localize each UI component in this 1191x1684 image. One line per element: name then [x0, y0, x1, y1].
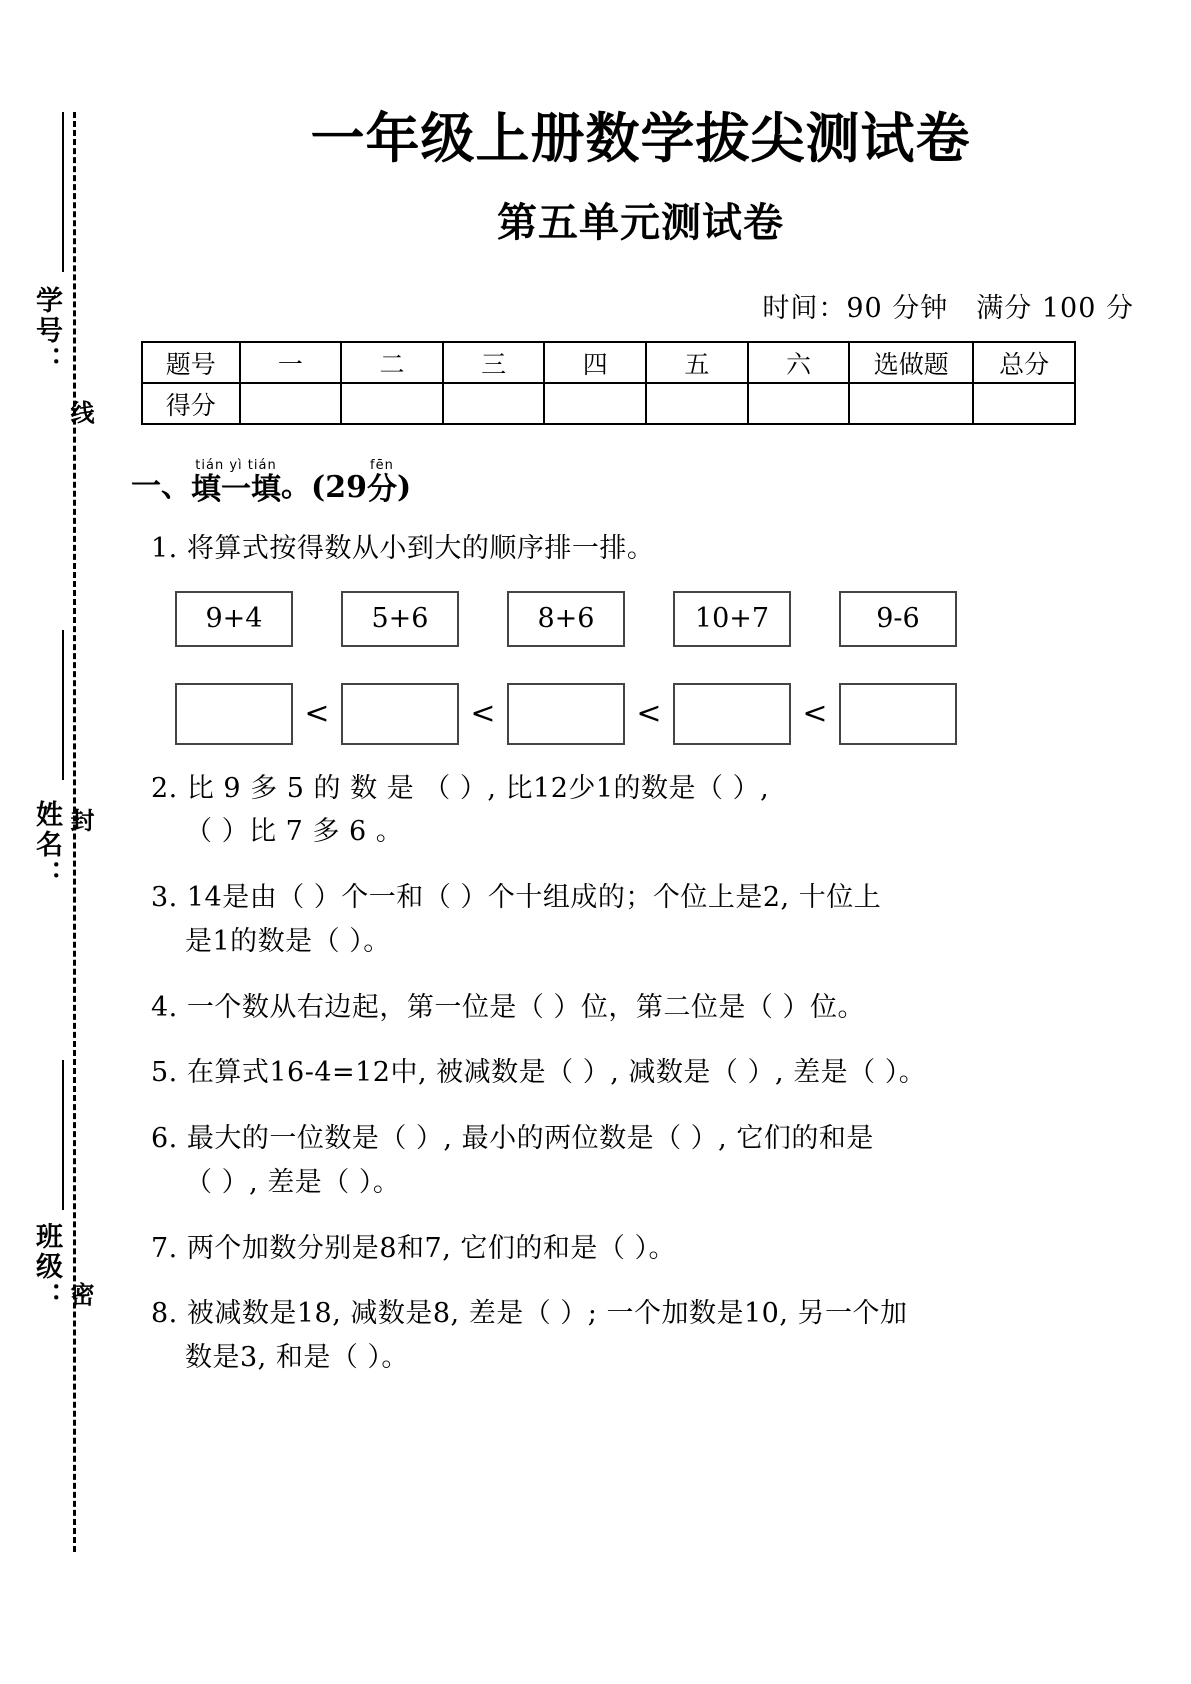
section-heading-1 [131, 459, 1156, 505]
answer-box[interactable] [839, 683, 957, 745]
question-6-line-1: 6. 最大的一位数是（ ）, 最小的两位数是（ ）, 它们的和是 [151, 1123, 874, 1155]
comparator-sign: < [304, 696, 330, 732]
score-table-col-optional: 选做题 [849, 342, 973, 383]
comparator-sign: < [802, 696, 828, 732]
exam-meta [125, 286, 1156, 325]
expression-box: 9-6 [839, 591, 957, 647]
total-score-label: 满分 100 分 [976, 293, 1134, 324]
score-table [141, 341, 1076, 425]
score-cell-6[interactable] [748, 383, 850, 424]
score-cell-total[interactable] [973, 383, 1075, 424]
ruby-tian-yi-tian [191, 459, 281, 505]
time-label: 时间：90 分钟 [762, 293, 949, 324]
seal-dashed-line [73, 112, 76, 1552]
question-8-line-2: 数是3, 和是（ ）。 [185, 1342, 409, 1374]
question-8-line-1: 8. 被减数是18, 减数是8, 差是（ ）; 一个加数是10, 另一个加 [151, 1298, 908, 1330]
expression-box: 8+6 [507, 591, 625, 647]
score-cell-2[interactable] [341, 383, 443, 424]
ruby-fen [367, 459, 397, 505]
question-7-line-1: 7. 两个加数分别是8和7, 它们的和是（ ）。 [151, 1232, 676, 1264]
section-paren-close: ) [396, 470, 412, 505]
section-punct: 。 [281, 469, 311, 504]
page-title: 一年级上册数学拔尖测试卷 [310, 106, 971, 170]
seal-field-student-id: 学号： [31, 286, 62, 376]
answer-box[interactable] [673, 683, 791, 745]
question-3-line-1: 3. 14是由（ ）个一和（ ）个十组成的；个位上是2, 十位上 [151, 882, 882, 914]
question-4-line-1: 4. 一个数从右边起，第一位是（ ）位，第二位是（ ）位。 [151, 991, 866, 1023]
section-points-unit: 分 [366, 472, 397, 507]
table-row-header [142, 342, 1075, 383]
answer-box[interactable] [341, 683, 459, 745]
question-5 [151, 1051, 1156, 1095]
question-3-line-2: 是1的数是（ ）。 [185, 925, 391, 957]
section-paren-open: (29 [311, 470, 367, 505]
score-table-col-1: 一 [240, 342, 342, 383]
pinyin-tian-yi-tian: tián yì tián [195, 458, 277, 473]
comparator-sign: < [636, 696, 662, 732]
comparator-sign: < [470, 696, 496, 732]
score-cell-1[interactable] [240, 383, 342, 424]
exam-paper [110, 0, 1191, 1684]
seal-marker-mi: 密 [66, 1282, 95, 1306]
question-6 [151, 1117, 1156, 1204]
score-table-col-2: 二 [341, 342, 443, 383]
table-row-scores [142, 383, 1075, 424]
question-2 [151, 767, 1156, 854]
question-1-expression-row [175, 591, 1156, 647]
score-table-col-6: 六 [748, 342, 850, 383]
question-2-line-2: （ ）比 7 多 6 。 [185, 816, 404, 848]
score-table-col-4: 四 [544, 342, 646, 383]
score-cell-4[interactable] [544, 383, 646, 424]
question-5-line-1: 5. 在算式16-4=12中, 被减数是（ ）, 减数是（ ）, 差是（ ）。 [151, 1057, 927, 1089]
seal-field-name: 姓名： [31, 800, 62, 890]
section-title-text: 填一填 [191, 472, 281, 507]
question-4 [151, 986, 1156, 1030]
expression-box: 5+6 [341, 591, 459, 647]
answer-box[interactable] [175, 683, 293, 745]
expression-box: 10+7 [673, 591, 791, 647]
answer-box[interactable] [507, 683, 625, 745]
question-1-answer-row [175, 683, 1156, 745]
seal-marker-feng: 封 [66, 808, 95, 832]
score-cell-optional[interactable] [849, 383, 973, 424]
question-6-line-2: （ ）, 差是（ ）。 [185, 1166, 401, 1198]
question-1-text: 1. 将算式按得数从小到大的顺序排一排。 [151, 533, 655, 564]
expression-box: 9+4 [175, 591, 293, 647]
question-8 [151, 1292, 1156, 1379]
seal-divider-line-bottom [62, 1060, 64, 1210]
question-7 [151, 1227, 1156, 1271]
seal-binding-strip [0, 0, 110, 1684]
score-cell-5[interactable] [646, 383, 748, 424]
question-2-line-1: 2. 比 9 多 5 的 数 是 （ ）, 比12少1的数是（ ）, [151, 772, 770, 804]
page-subtitle: 第五单元测试卷 [497, 199, 784, 246]
score-table-col-5: 五 [646, 342, 748, 383]
score-cell-3[interactable] [443, 383, 545, 424]
pinyin-fen: fēn [370, 458, 394, 473]
seal-divider-line-mid [62, 630, 64, 780]
question-3 [151, 876, 1156, 963]
seal-divider-line-top [62, 112, 64, 272]
score-table-col-total: 总分 [973, 342, 1075, 383]
section-number: 一、 [131, 469, 191, 504]
score-table-col-3: 三 [443, 342, 545, 383]
seal-marker-xian: 线 [66, 400, 95, 424]
seal-field-class: 班级： [31, 1222, 62, 1312]
score-table-row-label-1: 得分 [142, 383, 240, 424]
score-table-row-label-0: 题号 [142, 342, 240, 383]
